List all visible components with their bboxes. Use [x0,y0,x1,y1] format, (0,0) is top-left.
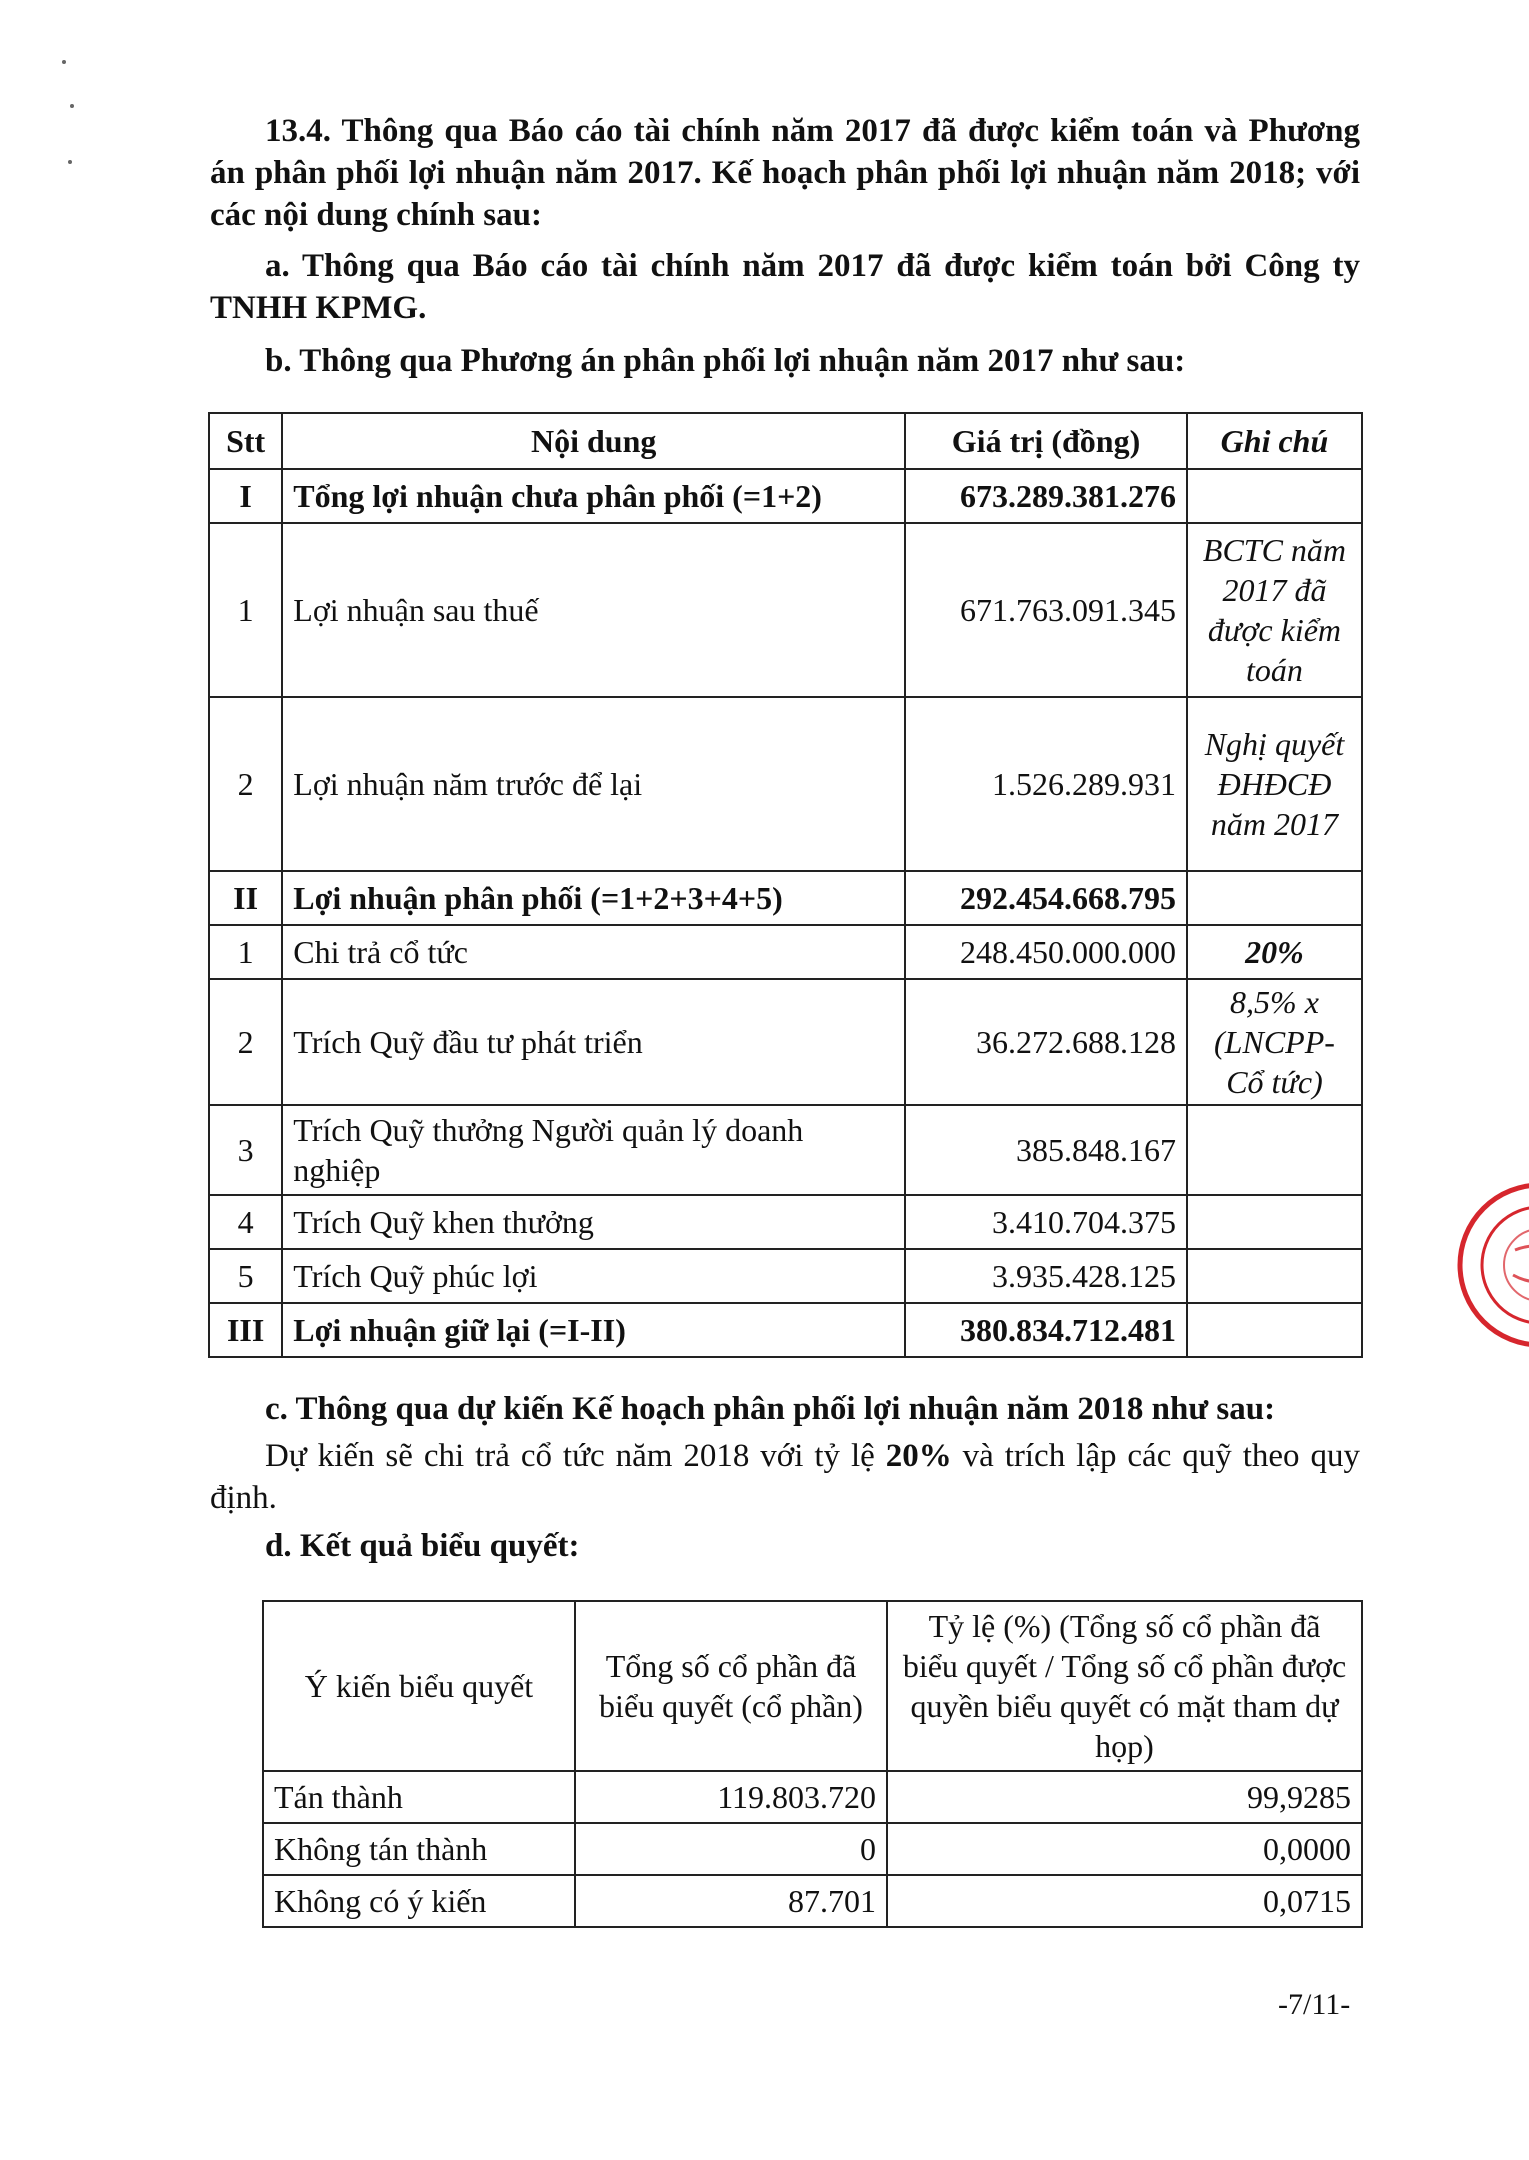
cell-ghi-chu [1187,1195,1362,1249]
vote-result-table [262,1600,1363,1928]
cell-noi-dung: Lợi nhuận giữ lại (=I-II) [282,1303,905,1357]
header-ghi-chu: Ghi chú [1187,413,1362,469]
cell-gia-tri: 380.834.712.481 [905,1303,1187,1357]
cell-ghi-chu: Nghị quyết ĐHĐCĐ năm 2017 [1187,697,1362,871]
cell-stt: 3 [209,1105,282,1195]
vote-tong-so: 119.803.720 [575,1771,887,1823]
cell-noi-dung: Trích Quỹ khen thưởng [282,1195,905,1249]
cell-gia-tri: 673.289.381.276 [905,469,1187,523]
cell-ghi-chu [1187,1249,1362,1303]
vote-row [263,1823,1362,1875]
cell-ghi-chu: BCTC năm 2017 đã được kiểm toán [1187,523,1362,697]
item-d: d. Kết quả biểu quyết: [265,1528,580,1564]
cell-ghi-chu [1187,871,1362,925]
cell-noi-dung: Trích Quỹ phúc lợi [282,1249,905,1303]
table-row [209,925,1362,979]
page-number: -7/11- [1278,1988,1351,2021]
item-b: b. Thông qua Phương án phân phối lợi nhuận năm 2017 như sau: [265,343,1186,379]
table-header-row [209,413,1362,469]
cell-gia-tri: 3.410.704.375 [905,1195,1187,1249]
cell-noi-dung: Lợi nhuận phân phối (=1+2+3+4+5) [282,871,905,925]
cell-stt: 1 [209,523,282,697]
vote-ty-le: 0,0000 [887,1823,1362,1875]
cell-stt: 2 [209,979,282,1105]
table-row [209,979,1362,1105]
cell-gia-tri: 36.272.688.128 [905,979,1187,1105]
dividend-rate: 20% [885,1438,952,1474]
cell-ghi-chu [1187,1303,1362,1357]
cell-noi-dung: Trích Quỹ đầu tư phát triển [282,979,905,1105]
cell-gia-tri: 292.454.668.795 [905,871,1187,925]
table-row [209,1105,1362,1195]
vote-tong-so: 0 [575,1823,887,1875]
scan-speck [68,160,72,164]
table-row [209,469,1362,523]
vote-header-row [263,1601,1362,1771]
item-c-body [210,1435,1360,1519]
vote-header-tong-so: Tổng số cổ phần đã biểu quyết (cổ phần) [575,1601,887,1771]
profit-distribution-table [208,412,1363,1358]
header-stt: Stt [209,413,282,469]
cell-stt: 2 [209,697,282,871]
cell-stt: II [209,871,282,925]
vote-tong-so: 87.701 [575,1875,887,1927]
header-gia-tri: Giá trị (đồng) [905,413,1187,469]
cell-noi-dung: Chi trả cổ tức [282,925,905,979]
table-row [209,1249,1362,1303]
cell-gia-tri: 385.848.167 [905,1105,1187,1195]
cell-stt: I [209,469,282,523]
cell-gia-tri: 671.763.091.345 [905,523,1187,697]
header-noi-dung: Nội dung [282,413,905,469]
section-heading: 13.4. Thông qua Báo cáo tài chính năm 2017 đã được kiểm toán và Phương án phân phối lợi nhuận năm 2017. Kế hoạch phân phối lợi nhuận năm 2018; với các nội dung chính sau: [210,113,1360,233]
vote-header-ty-le: Tỷ lệ (%) (Tổng số cổ phần đã biểu quyết / Tổng số cổ phần được quyền biểu quyết có mặt tham dự họp) [887,1601,1362,1771]
cell-stt: III [209,1303,282,1357]
vote-y-kien: Tán thành [263,1771,575,1823]
cell-noi-dung: Tổng lợi nhuận chưa phân phối (=1+2) [282,469,905,523]
cell-noi-dung: Lợi nhuận sau thuế [282,523,905,697]
item-a: a. Thông qua Báo cáo tài chính năm 2017 đã được kiểm toán bởi Công ty TNHH KPMG. [210,248,1360,326]
seal-inner-ring [1482,1207,1529,1323]
vote-ty-le: 0,0715 [887,1875,1362,1927]
table-row [209,871,1362,925]
cell-noi-dung: Trích Quỹ thưởng Người quản lý doanh nghiệp [282,1105,905,1195]
table-row [209,1195,1362,1249]
cell-noi-dung: Lợi nhuận năm trước để lại [282,697,905,871]
seal-center-ring [1504,1229,1529,1301]
item-c: c. Thông qua dự kiến Kế hoạch phân phối lợi nhuận năm 2018 như sau: [265,1391,1276,1427]
item-c-body-start: Dự kiến sẽ chi trả cổ tức năm 2018 với tỷ lệ [265,1438,886,1474]
scan-speck [70,104,74,108]
vote-row [263,1875,1362,1927]
table-row [209,523,1362,697]
vote-y-kien: Không có ý kiến [263,1875,575,1927]
cell-stt: 5 [209,1249,282,1303]
cell-gia-tri: 3.935.428.125 [905,1249,1187,1303]
vote-row [263,1771,1362,1823]
vote-header-y-kien: Ý kiến biểu quyết [263,1601,575,1771]
seal-center-mark [1513,1246,1529,1282]
cell-ghi-chu [1187,1105,1362,1195]
vote-y-kien: Không tán thành [263,1823,575,1875]
item-c-body-end: và trích lập các quỹ theo quy định. [210,1438,1360,1516]
cell-ghi-chu: 20% [1187,925,1362,979]
seal-outer-ring [1460,1185,1529,1345]
cell-ghi-chu: 8,5% x (LNCPP-Cổ tức) [1187,979,1362,1105]
cell-stt: 1 [209,925,282,979]
cell-ghi-chu [1187,469,1362,523]
scan-speck [62,60,66,64]
vote-ty-le: 99,9285 [887,1771,1362,1823]
company-seal-stamp [1455,1180,1529,1350]
cell-stt: 4 [209,1195,282,1249]
table-row [209,1303,1362,1357]
cell-gia-tri: 248.450.000.000 [905,925,1187,979]
table-row [209,697,1362,871]
cell-gia-tri: 1.526.289.931 [905,697,1187,871]
